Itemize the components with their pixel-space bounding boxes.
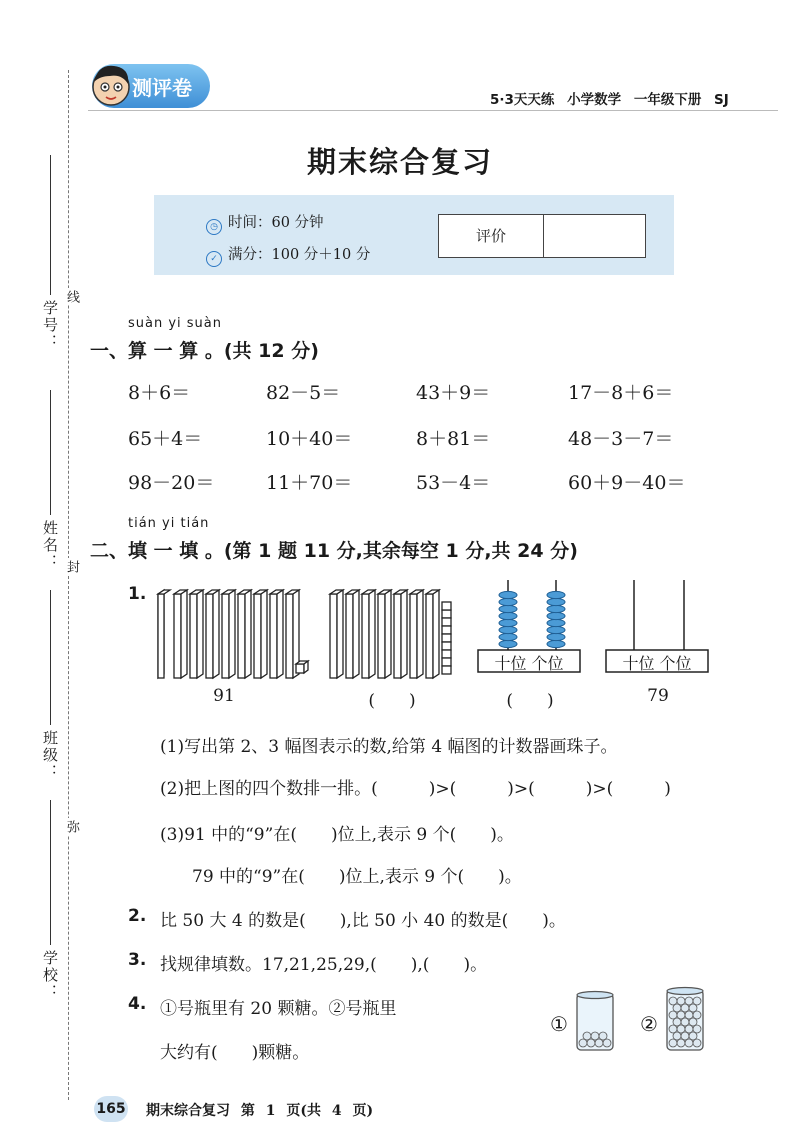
binding-dashed-line bbox=[68, 70, 69, 1100]
jar-2-icon bbox=[664, 986, 706, 1054]
series-title: 5·3天天练 小学数学 一年级下册 SJ bbox=[490, 92, 729, 108]
cartoon-boy-icon bbox=[88, 60, 134, 110]
q1-sub3b: 79 中的“9”在( )位上,表示 9 个( )。 bbox=[192, 867, 522, 887]
figure-3-blank[interactable]: ( ) bbox=[506, 691, 554, 711]
grade-label: 评价 bbox=[439, 215, 544, 257]
name-blank bbox=[50, 390, 51, 515]
calc-item: 17－8＋6＝ bbox=[568, 382, 674, 404]
calc-item: 48－3－7＝ bbox=[568, 428, 674, 450]
clock-icon: ◷ bbox=[206, 219, 222, 235]
student-id-label: 学号： bbox=[41, 300, 59, 351]
figure-2-blank[interactable]: ( ) bbox=[368, 691, 416, 711]
q3-text: 找规律填数。17,21,25,29,( ),( )。 bbox=[160, 955, 488, 975]
calc-item: 98－20＝ bbox=[128, 472, 215, 494]
footer-text: 期末综合复习 第 1 页(共 4 页) bbox=[146, 1103, 374, 1119]
score-info bbox=[206, 243, 370, 267]
abacus-3-place-labels: 十位 个位 bbox=[494, 654, 564, 673]
q2-text: 比 50 大 4 的数是( ),比 50 小 40 的数是( )。 bbox=[160, 911, 566, 931]
score-text: 满分：100 分＋10 分 bbox=[228, 247, 371, 263]
tens-rods-figure-2 bbox=[322, 586, 472, 682]
class-blank bbox=[50, 590, 51, 725]
time-info bbox=[206, 211, 324, 235]
calc-item: 8＋81＝ bbox=[416, 428, 491, 450]
jar-1-icon bbox=[574, 990, 616, 1054]
q4-text-1: ①号瓶里有 20 颗糖。②号瓶里 bbox=[160, 999, 397, 1019]
calc-item: 8＋6＝ bbox=[128, 382, 191, 404]
jar-1-label: ① bbox=[550, 1012, 568, 1036]
q4-number: 4. bbox=[128, 994, 147, 1014]
tens-rods-figure-1 bbox=[150, 586, 310, 682]
section2-pinyin: tián yi tián bbox=[128, 516, 210, 531]
school-label: 学校： bbox=[41, 950, 59, 1001]
section2-heading: 二、填 一 填 。(第 1 题 11 分,其余每空 1 分,共 24 分) bbox=[90, 540, 578, 562]
school-blank bbox=[50, 800, 51, 945]
calc-item: 82－5＝ bbox=[266, 382, 341, 404]
q1-sub3a: (3)91 中的“9”在( )位上,表示 9 个( )。 bbox=[160, 825, 514, 845]
check-icon: ✓ bbox=[206, 251, 222, 267]
q4-text-2: 大约有( )颗糖。 bbox=[160, 1043, 310, 1063]
calc-item: 53－4＝ bbox=[416, 472, 491, 494]
figure-4-value: 79 bbox=[647, 686, 669, 706]
jar-2-label: ② bbox=[640, 1012, 658, 1036]
calc-item: 65＋4＝ bbox=[128, 428, 203, 450]
page-number: 165 bbox=[94, 1096, 128, 1122]
class-label: 班级： bbox=[41, 730, 59, 781]
time-text: 时间：60 分钟 bbox=[228, 215, 324, 231]
calc-item: 60＋9－40＝ bbox=[568, 472, 686, 494]
calc-item: 10＋40＝ bbox=[266, 428, 353, 450]
binding-mark-line: 线 bbox=[64, 290, 79, 303]
calc-item: 43＋9＝ bbox=[416, 382, 491, 404]
abacus-4-place-labels: 十位 个位 bbox=[622, 654, 692, 673]
calc-item: 11＋70＝ bbox=[266, 472, 353, 494]
q1-number: 1. bbox=[128, 584, 147, 604]
q3-number: 3. bbox=[128, 950, 147, 970]
q1-sub2: (2)把上图的四个数排一排。( )>( )>( )>( ) bbox=[160, 779, 671, 799]
header-rule bbox=[88, 110, 778, 111]
section1-pinyin: suàn yi suàn bbox=[128, 316, 223, 331]
badge-text: 测评卷 bbox=[132, 76, 192, 100]
figure-1-value: 91 bbox=[213, 686, 235, 706]
q2-number: 2. bbox=[128, 906, 147, 926]
grade-box bbox=[438, 214, 646, 258]
name-label: 姓名： bbox=[41, 520, 59, 571]
q1-sub1: (1)写出第 2、3 幅图表示的数,给第 4 幅图的计数器画珠子。 bbox=[160, 737, 618, 757]
section1-heading: 一、算 一 算 。(共 12 分) bbox=[90, 340, 319, 362]
page-title: 期末综合复习 bbox=[306, 145, 493, 179]
binding-mark-mi: 弥 bbox=[64, 820, 79, 833]
binding-mark-seal: 封 bbox=[64, 560, 79, 573]
